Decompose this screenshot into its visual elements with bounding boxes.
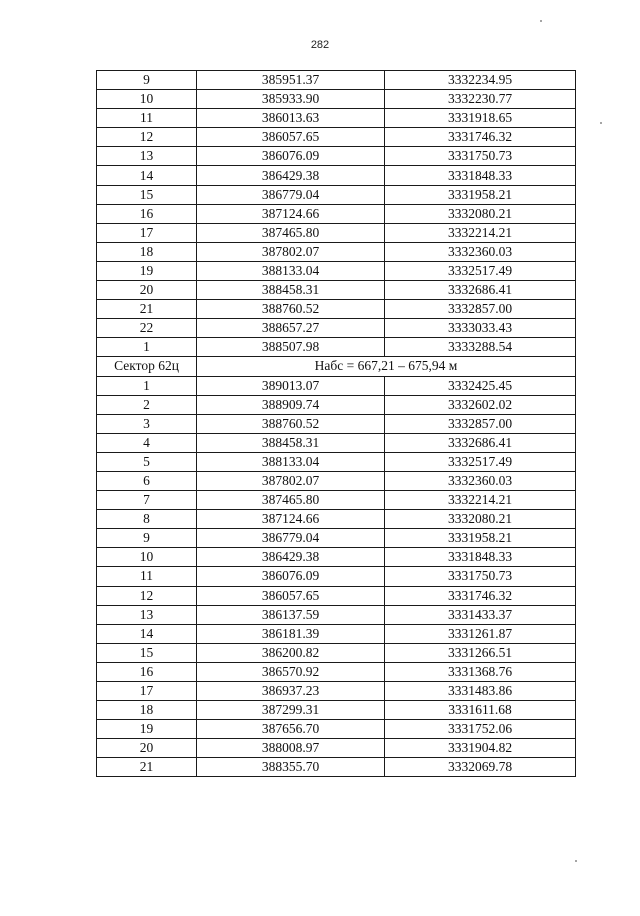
x-coordinate-cell: 386570.92: [197, 662, 385, 681]
x-coordinate-cell: 386429.38: [197, 548, 385, 567]
x-coordinate-cell: 385951.37: [197, 71, 385, 90]
point-number-cell: 3: [97, 414, 197, 433]
x-coordinate-cell: 386013.63: [197, 109, 385, 128]
table-row: [97, 452, 576, 471]
y-coordinate-cell: 3332080.21: [385, 510, 576, 529]
x-coordinate-cell: 386779.04: [197, 529, 385, 548]
table-row: [97, 567, 576, 586]
y-coordinate-cell: 3332602.02: [385, 395, 576, 414]
table-row: [97, 414, 576, 433]
x-coordinate-cell: 388458.31: [197, 281, 385, 300]
y-coordinate-cell: 3332230.77: [385, 90, 576, 109]
coordinates-table-body: [97, 71, 576, 777]
y-coordinate-cell: 3332857.00: [385, 300, 576, 319]
point-number-cell: 10: [97, 548, 197, 567]
x-coordinate-cell: 387802.07: [197, 471, 385, 490]
x-coordinate-cell: 386779.04: [197, 185, 385, 204]
y-coordinate-cell: 3331958.21: [385, 185, 576, 204]
x-coordinate-cell: 388133.04: [197, 452, 385, 471]
table-row: [97, 548, 576, 567]
point-number-cell: 1: [97, 338, 197, 357]
point-number-cell: 21: [97, 300, 197, 319]
x-coordinate-cell: 387299.31: [197, 701, 385, 720]
sector-height-range: Набс = 667,21 – 675,94 м: [197, 357, 576, 376]
x-coordinate-cell: 388458.31: [197, 433, 385, 452]
point-number-cell: 6: [97, 471, 197, 490]
y-coordinate-cell: 3332686.41: [385, 433, 576, 452]
x-coordinate-cell: 386429.38: [197, 166, 385, 185]
y-coordinate-cell: 3332080.21: [385, 204, 576, 223]
table-row: [97, 185, 576, 204]
y-coordinate-cell: 3331261.87: [385, 624, 576, 643]
y-coordinate-cell: 3332214.21: [385, 223, 576, 242]
scan-speck: [600, 122, 602, 124]
point-number-cell: 4: [97, 433, 197, 452]
x-coordinate-cell: 389013.07: [197, 376, 385, 395]
x-coordinate-cell: 388507.98: [197, 338, 385, 357]
x-coordinate-cell: 386057.65: [197, 128, 385, 147]
table-row: [97, 223, 576, 242]
x-coordinate-cell: 387465.80: [197, 223, 385, 242]
x-coordinate-cell: 387124.66: [197, 510, 385, 529]
x-coordinate-cell: 387656.70: [197, 720, 385, 739]
x-coordinate-cell: 386076.09: [197, 147, 385, 166]
y-coordinate-cell: 3331750.73: [385, 567, 576, 586]
point-number-cell: 12: [97, 128, 197, 147]
point-number-cell: 16: [97, 204, 197, 223]
y-coordinate-cell: 3331848.33: [385, 166, 576, 185]
y-coordinate-cell: 3331746.32: [385, 128, 576, 147]
point-number-cell: 14: [97, 166, 197, 185]
table-row: [97, 720, 576, 739]
point-number-cell: 17: [97, 682, 197, 701]
y-coordinate-cell: 3331750.73: [385, 147, 576, 166]
x-coordinate-cell: 387802.07: [197, 242, 385, 261]
x-coordinate-cell: 386076.09: [197, 567, 385, 586]
x-coordinate-cell: 386181.39: [197, 624, 385, 643]
point-number-cell: 11: [97, 567, 197, 586]
table-row: [97, 376, 576, 395]
point-number-cell: 8: [97, 510, 197, 529]
x-coordinate-cell: 386937.23: [197, 682, 385, 701]
table-row: [97, 529, 576, 548]
table-row: [97, 242, 576, 261]
y-coordinate-cell: 3331958.21: [385, 529, 576, 548]
point-number-cell: 20: [97, 281, 197, 300]
y-coordinate-cell: 3331918.65: [385, 109, 576, 128]
point-number-cell: 17: [97, 223, 197, 242]
x-coordinate-cell: 385933.90: [197, 90, 385, 109]
y-coordinate-cell: 3331611.68: [385, 701, 576, 720]
point-number-cell: 18: [97, 242, 197, 261]
x-coordinate-cell: 387465.80: [197, 491, 385, 510]
y-coordinate-cell: 3331433.37: [385, 605, 576, 624]
table-row: [97, 204, 576, 223]
x-coordinate-cell: 386057.65: [197, 586, 385, 605]
table-row: [97, 491, 576, 510]
y-coordinate-cell: 3332069.78: [385, 758, 576, 777]
table-row: [97, 605, 576, 624]
y-coordinate-cell: 3331752.06: [385, 720, 576, 739]
page-number: 282: [310, 39, 330, 51]
point-number-cell: 5: [97, 452, 197, 471]
table-row: [97, 586, 576, 605]
point-number-cell: 20: [97, 739, 197, 758]
x-coordinate-cell: 386137.59: [197, 605, 385, 624]
table-row: [97, 510, 576, 529]
sector-header-row: [97, 357, 576, 376]
y-coordinate-cell: 3332517.49: [385, 261, 576, 280]
point-number-cell: 16: [97, 662, 197, 681]
y-coordinate-cell: 3331848.33: [385, 548, 576, 567]
sector-label: Сектор 62ц: [97, 357, 197, 376]
point-number-cell: 18: [97, 701, 197, 720]
scan-speck: [575, 860, 577, 862]
x-coordinate-cell: 388008.97: [197, 739, 385, 758]
y-coordinate-cell: 3332857.00: [385, 414, 576, 433]
x-coordinate-cell: 388355.70: [197, 758, 385, 777]
point-number-cell: 9: [97, 71, 197, 90]
y-coordinate-cell: 3331746.32: [385, 586, 576, 605]
point-number-cell: 9: [97, 529, 197, 548]
table-row: [97, 433, 576, 452]
point-number-cell: 13: [97, 605, 197, 624]
x-coordinate-cell: 388760.52: [197, 414, 385, 433]
y-coordinate-cell: 3332360.03: [385, 471, 576, 490]
table-row: [97, 662, 576, 681]
table-row: [97, 71, 576, 90]
point-number-cell: 12: [97, 586, 197, 605]
x-coordinate-cell: 387124.66: [197, 204, 385, 223]
table-row: [97, 90, 576, 109]
point-number-cell: 14: [97, 624, 197, 643]
table-row: [97, 643, 576, 662]
y-coordinate-cell: 3332234.95: [385, 71, 576, 90]
y-coordinate-cell: 3333288.54: [385, 338, 576, 357]
point-number-cell: 19: [97, 261, 197, 280]
table-row: [97, 319, 576, 338]
table-row: [97, 338, 576, 357]
point-number-cell: 22: [97, 319, 197, 338]
y-coordinate-cell: 3332686.41: [385, 281, 576, 300]
table-row: [97, 395, 576, 414]
x-coordinate-cell: 388909.74: [197, 395, 385, 414]
y-coordinate-cell: 3332214.21: [385, 491, 576, 510]
coordinates-table: [96, 70, 576, 777]
table-row: [97, 166, 576, 185]
point-number-cell: 11: [97, 109, 197, 128]
table-row: [97, 300, 576, 319]
point-number-cell: 10: [97, 90, 197, 109]
y-coordinate-cell: 3331483.86: [385, 682, 576, 701]
y-coordinate-cell: 3331368.76: [385, 662, 576, 681]
table-row: [97, 128, 576, 147]
point-number-cell: 1: [97, 376, 197, 395]
y-coordinate-cell: 3331904.82: [385, 739, 576, 758]
table-row: [97, 261, 576, 280]
table-row: [97, 109, 576, 128]
table-row: [97, 147, 576, 166]
point-number-cell: 19: [97, 720, 197, 739]
x-coordinate-cell: 386200.82: [197, 643, 385, 662]
point-number-cell: 21: [97, 758, 197, 777]
point-number-cell: 15: [97, 643, 197, 662]
point-number-cell: 15: [97, 185, 197, 204]
table-row: [97, 624, 576, 643]
x-coordinate-cell: 388133.04: [197, 261, 385, 280]
point-number-cell: 13: [97, 147, 197, 166]
y-coordinate-cell: 3332360.03: [385, 242, 576, 261]
scan-speck: [540, 20, 542, 22]
y-coordinate-cell: 3331266.51: [385, 643, 576, 662]
y-coordinate-cell: 3333033.43: [385, 319, 576, 338]
y-coordinate-cell: 3332425.45: [385, 376, 576, 395]
point-number-cell: 7: [97, 491, 197, 510]
y-coordinate-cell: 3332517.49: [385, 452, 576, 471]
x-coordinate-cell: 388657.27: [197, 319, 385, 338]
table-row: [97, 701, 576, 720]
table-row: [97, 281, 576, 300]
point-number-cell: 2: [97, 395, 197, 414]
x-coordinate-cell: 388760.52: [197, 300, 385, 319]
table-row: [97, 471, 576, 490]
table-row: [97, 682, 576, 701]
table-row: [97, 758, 576, 777]
table-row: [97, 739, 576, 758]
